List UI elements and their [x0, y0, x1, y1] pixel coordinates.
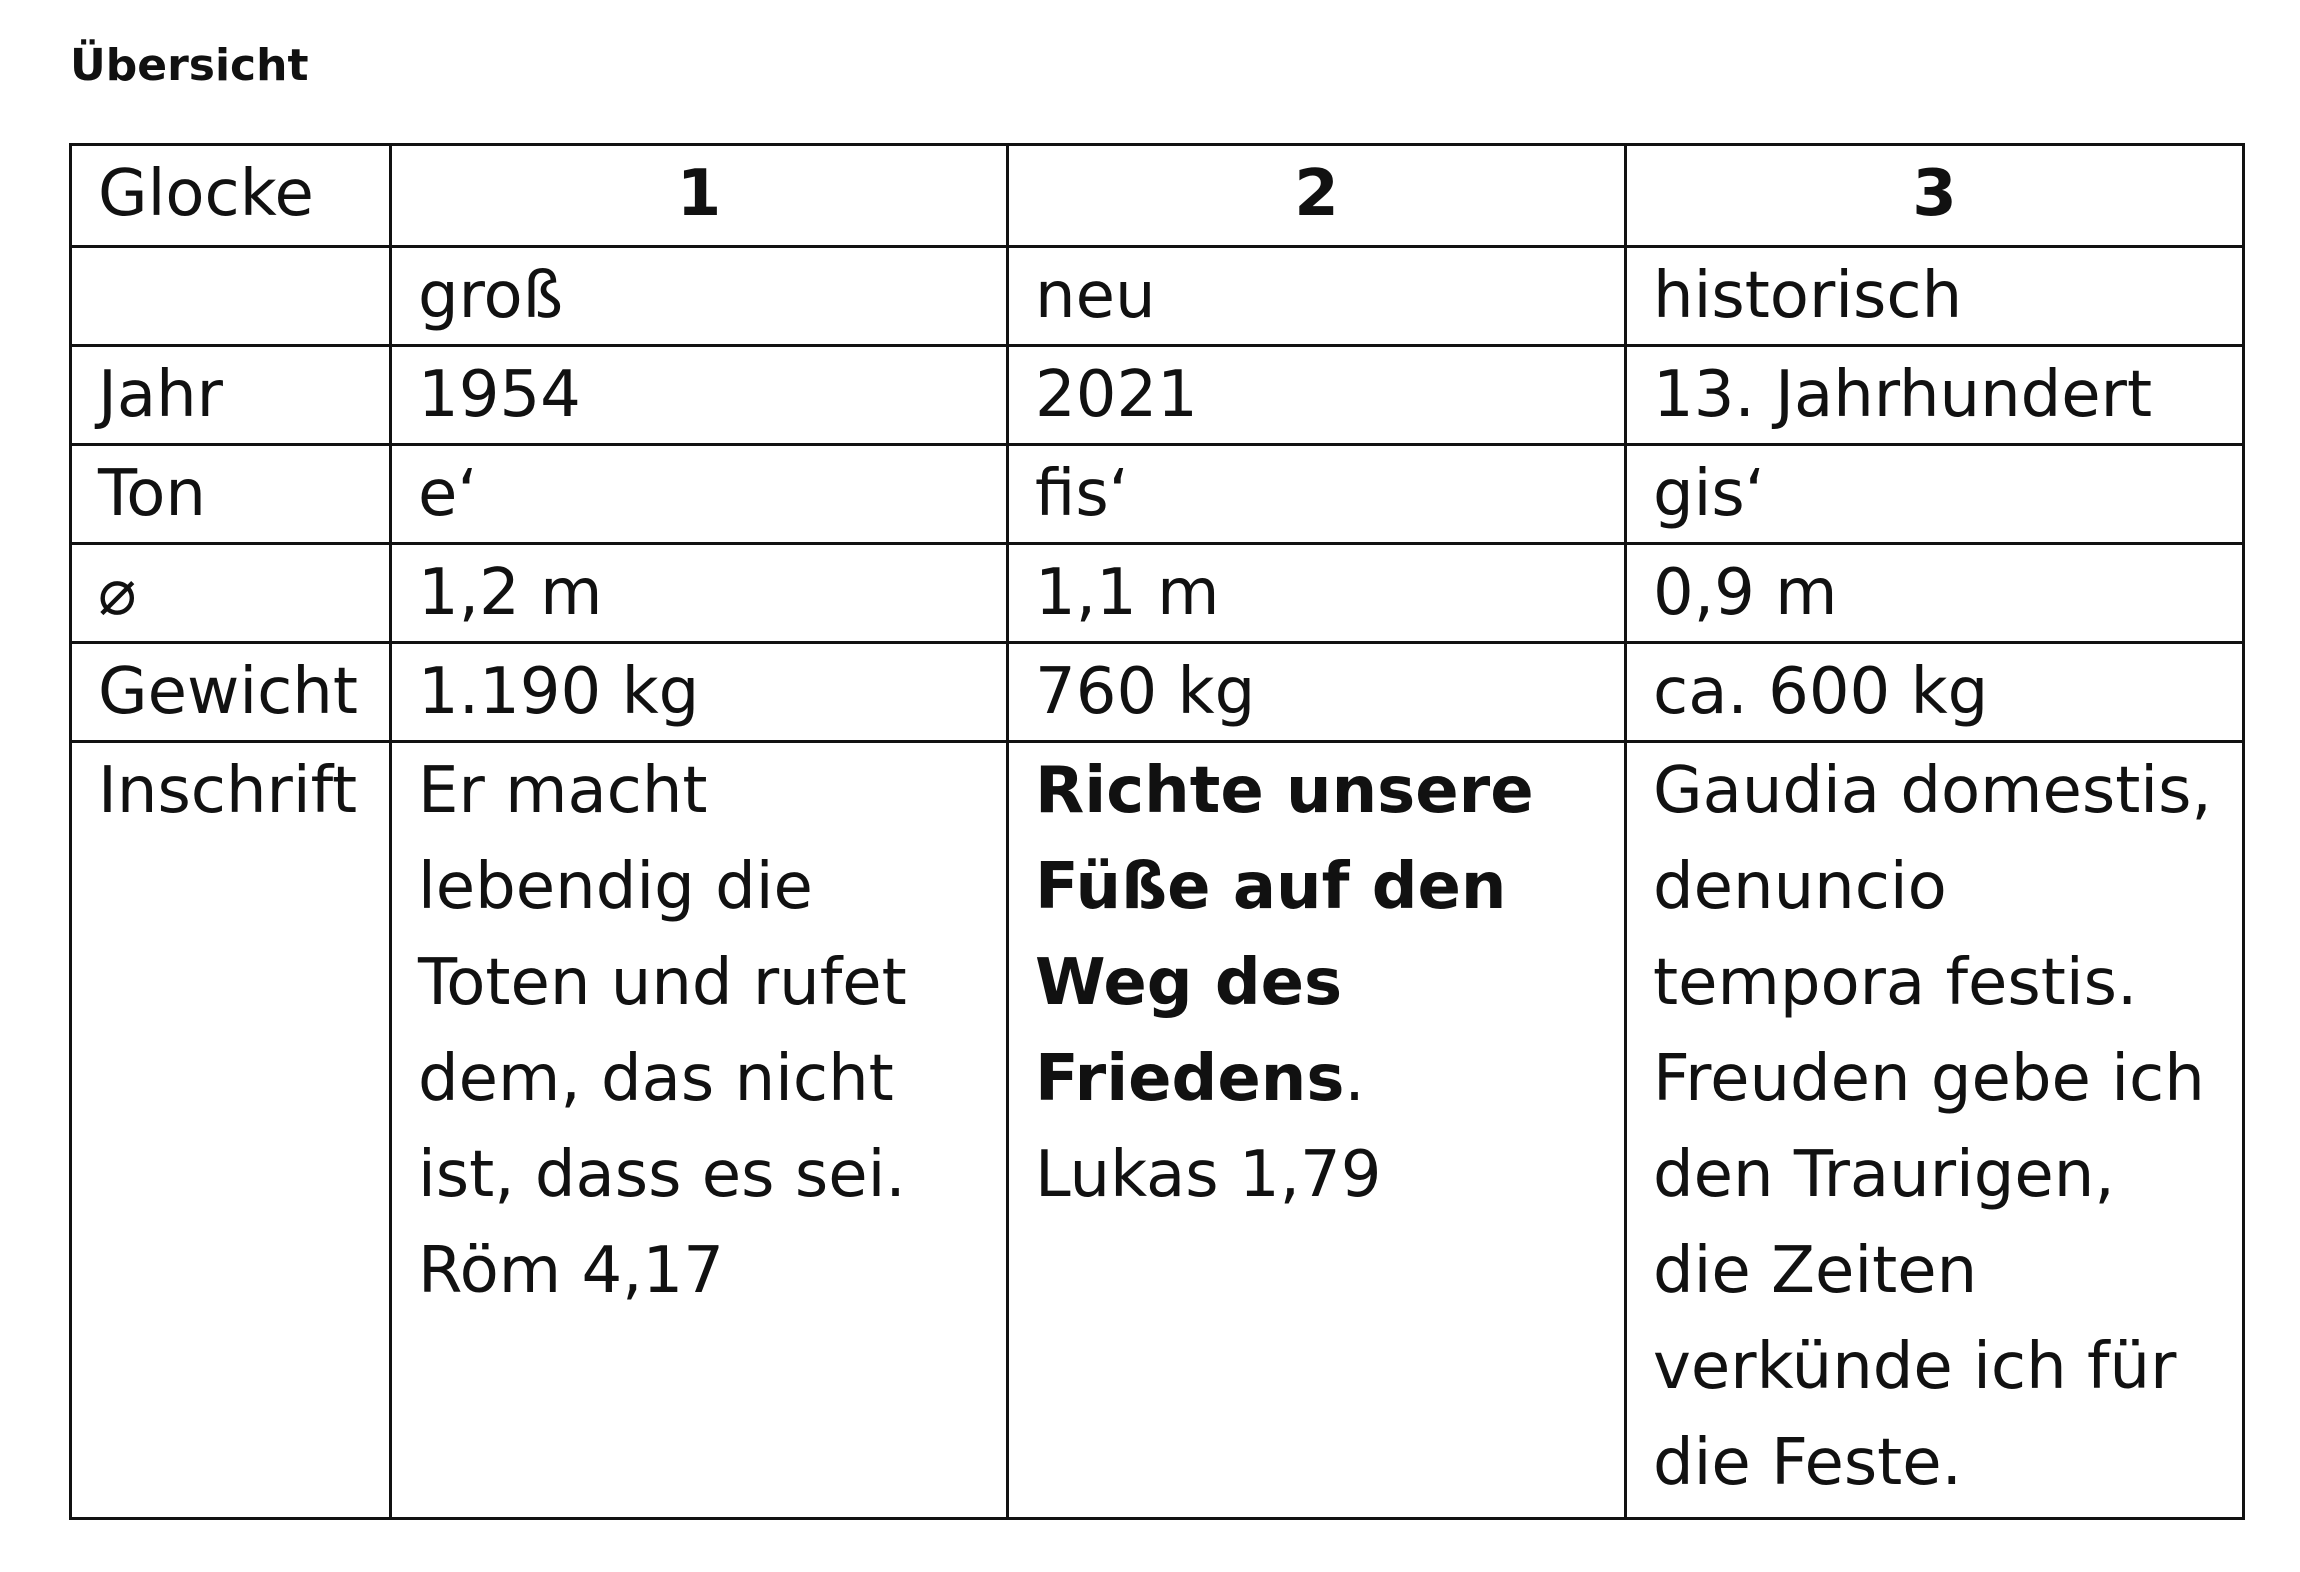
header-cell-bell-1: 1	[391, 145, 1008, 247]
row-label-tone: Ton	[71, 445, 391, 544]
cell-type-bell-2: neu	[1008, 247, 1626, 346]
inscription-line-bold: Füße auf den	[1035, 850, 1507, 924]
document-heading: Übersicht	[70, 40, 309, 91]
inscription-line-last	[1035, 1031, 1624, 1127]
inscription-line-bold: Richte unsere	[1035, 754, 1534, 828]
table-row-weight	[71, 643, 2244, 742]
row-label-inscription: Inschrift	[71, 742, 391, 1519]
inscription-line: denuncio	[1653, 850, 1947, 924]
cell-inscription-bell-2	[1008, 742, 1626, 1519]
cell-weight-bell-2: 760 kg	[1008, 643, 1626, 742]
table-row-inscription	[71, 742, 2244, 1519]
cell-type-bell-1: groß	[391, 247, 1008, 346]
inscription-line-bold: Weg des	[1035, 946, 1343, 1020]
cell-tone-bell-3: gis‘	[1626, 445, 2244, 544]
inscription-period: .	[1344, 1042, 1365, 1116]
cell-year-bell-3: 13. Jahrhundert	[1626, 346, 2244, 445]
inscription-line: lebendig die	[418, 850, 813, 924]
cell-year-bell-2: 2021	[1008, 346, 1626, 445]
inscription-line: ist, dass es sei.	[418, 1138, 906, 1212]
table-header-row	[71, 145, 2244, 247]
cell-weight-bell-3: ca. 600 kg	[1626, 643, 2244, 742]
inscription-line: die Zeiten	[1653, 1234, 1978, 1308]
row-label-weight: Gewicht	[71, 643, 391, 742]
cell-diameter-bell-1: 1,2 m	[391, 544, 1008, 643]
cell-inscription-bell-3	[1626, 742, 2244, 1519]
inscription-line: verkünde ich für	[1653, 1330, 2177, 1404]
table-row-diameter	[71, 544, 2244, 643]
table-row-year	[71, 346, 2244, 445]
row-label-diameter: ⌀	[71, 544, 391, 643]
inscription-line: dem, das nicht	[418, 1042, 894, 1116]
header-cell-bell-2: 2	[1008, 145, 1626, 247]
inscription-line: tempora festis.	[1653, 946, 2138, 1020]
cell-inscription-bell-1	[391, 742, 1008, 1519]
row-label-type	[71, 247, 391, 346]
inscription-source: Lukas 1,79	[1035, 1138, 1382, 1212]
cell-tone-bell-2: fis‘	[1008, 445, 1626, 544]
inscription-last-bold-word: Friedens	[1035, 1042, 1345, 1116]
inscription-line: Freuden gebe ich	[1653, 1042, 2205, 1116]
inscription-line: Toten und rufet	[418, 946, 907, 1020]
inscription-line: die Feste.	[1653, 1426, 1962, 1500]
bells-overview-table	[69, 143, 2245, 1520]
inscription-line: Er macht	[418, 754, 708, 828]
cell-diameter-bell-2: 1,1 m	[1008, 544, 1626, 643]
inscription-line: den Traurigen,	[1653, 1138, 2115, 1212]
header-cell-label: Glocke	[71, 145, 391, 247]
header-cell-bell-3: 3	[1626, 145, 2244, 247]
cell-diameter-bell-3: 0,9 m	[1626, 544, 2244, 643]
inscription-line: Gaudia domestis,	[1653, 754, 2212, 828]
inscription-source: Röm 4,17	[418, 1234, 724, 1308]
cell-tone-bell-1: e‘	[391, 445, 1008, 544]
table-row-tone	[71, 445, 2244, 544]
row-label-year: Jahr	[71, 346, 391, 445]
cell-type-bell-3: historisch	[1626, 247, 2244, 346]
table-row-type	[71, 247, 2244, 346]
cell-year-bell-1: 1954	[391, 346, 1008, 445]
cell-weight-bell-1: 1.190 kg	[391, 643, 1008, 742]
